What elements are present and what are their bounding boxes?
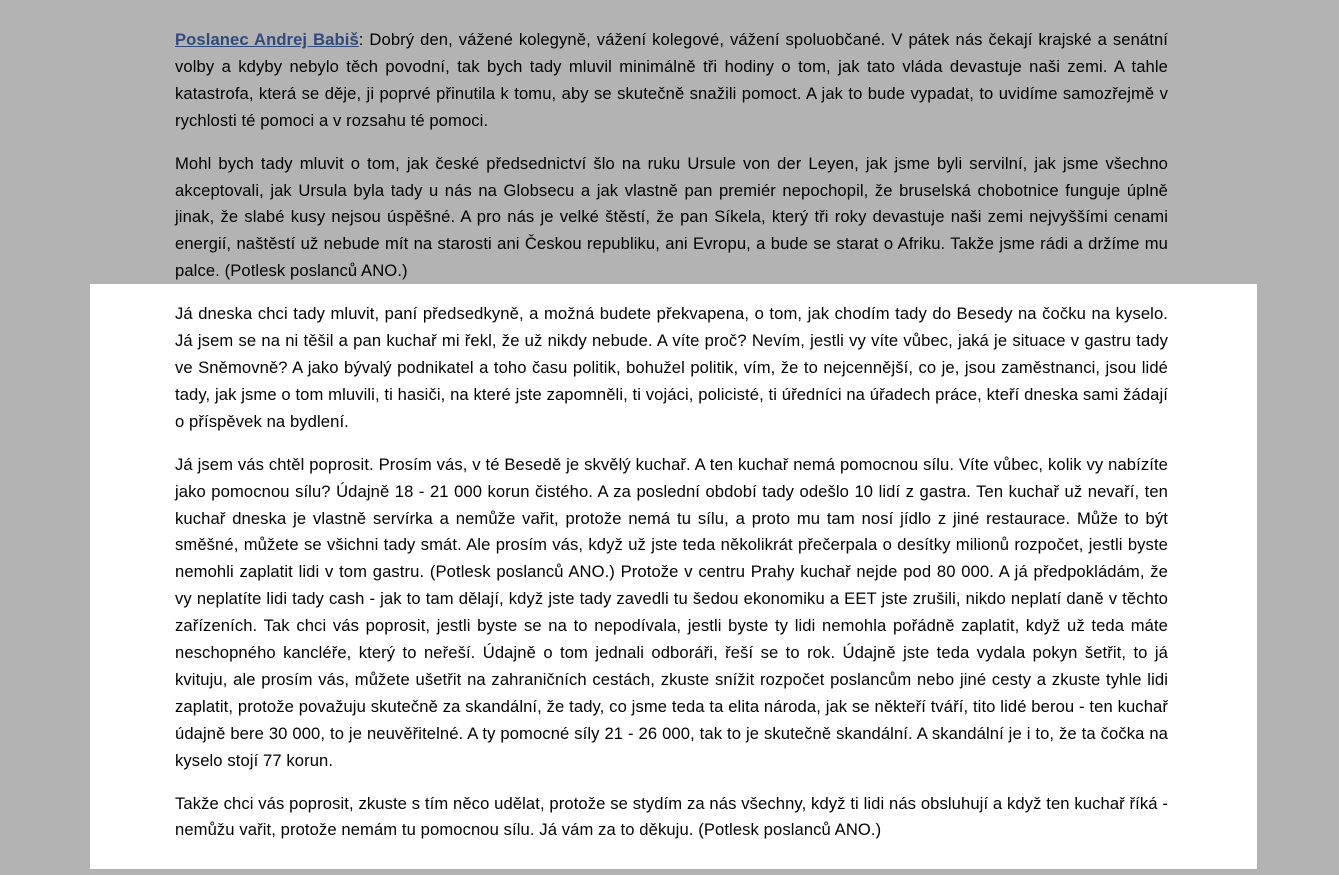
paragraph-1-text: : Dobrý den, vážené kolegyně, vážení kolegové, vážení spoluobčané. V pátek nás čekají krajské a senátní volby a kdyby nebylo těch povodní, tak bych tady mluvil minimálně tři hodiny o tom, jak tato vláda devastuje naši zemi. A tahle katastrofa, která se děje, ji poprvé přinutila k tomu, aby se skutečně snažili pomoct. A jak to bude vypadat, to uvidíme samozřejmě v rychlosti té pomoci a v rozsahu té pomoci. [175,30,1168,130]
speech-paragraph-1 [175,27,1168,135]
speech-paragraph-3: Já dneska chci tady mluvit, paní předsedkyně, a možná budete překvapena, o tom, jak chodím tady do Besedy na čočku na kyselo. Já jsem se na ni těšil a pan kuchař mi řekl, že už nikdy nebude. A víte proč? Nevím, jestli vy víte vůbec, jaká je situace v gastru tady ve Sněmovně? A jako bývalý podnikatel a toho času politik, bohužel politik, vím, že to nejcennější, co je, jsou zaměstnanci, jsou lidé tady, jak jsme o tom mluvili, ti hasiči, na které jste zapomněli, ti vojáci, policisté, ti úředníci na úřadech práce, kteří dneska sami žádají o příspěvek na bydlení. [175,304,1168,431]
speech-content [175,27,1168,860]
speech-paragraph-2: Mohl bych tady mluvit o tom, jak české předsednictví šlo na ruku Ursule von der Leyen, jak jsme byli servilní, jak jsme všechno akceptovali, jak Ursula byla tady u nás na Globsecu a jak vlastně pan premiér nepochopil, že bruselská chobotnice funguje úplně jinak, že slabé kusy nejsou úspěšné. A pro nás je velké štěstí, že pan Síkela, který tři roky devastuje naši zemi nejvyššími cenami energií, naštěstí už nebude mít na starosti ani Českou republiku, ani Evropu, a bude se starat o Afriku. Takže jsme rádi a držíme mu palce. (Potlesk poslanců ANO.) [175,153,1168,281]
speech-paragraph-4: Já jsem vás chtěl poprosit. Prosím vás, v té Besedě je skvělý kuchař. A ten kuchař nemá pomocnou sílu. Víte vůbec, kolik vy nabízíte jako pomocnou sílu? Údajně 18 - 21 000 korun čistého. A za poslední období tady odešlo 10 lidí z gastra. Ten kuchař už nevaří, ten kuchař dneska je vlastně servírka a nemůže vařit, protože nemá tu sílu, a proto mu tam nosí jídlo z jiné restaurace. Může to být směšné, můžete se všichni tady smát. Ale prosím vás, když už jste teda několikrát přečerpala o desítky milionů rozpočet, jestli byste nemohli zaplatit lidi v tom gastru. (Potlesk poslanců ANO.) Protože v centru Prahy kuchař nejde pod 80 000. A já předpokládám, že vy neplatíte lidi tady cash - jak to tam dělají, když jste tady zavedli tu šedou ekonomiku a EET jste zrušili, nikdo neplatí daně v těchto zařízeních. Tak chci vás poprosit, jestli byste se na to nepodívala, jestli byste ty lidi nemohla pořádně zaplatit, když už teda máte neschopného kancléře, který to neřeší. Údajně o tom jednali odboráři, řeší se to rok. Údajně jste teda vydala pokyn šetřit, to já kvituju, ale prosím vás, můžete ušetřit na zahraničních cestách, zkuste snížit rozpočet poslancům nebo jiné cesty a zkuste tyhle lidi zaplatit, protože považuju skutečně za skandální, že tady, co jsme teda ta elita národa, jak se někteří tváří, tito lidé berou - ten kuchař údajně bere 30 000, to je neuvěřitelné. A ty pomocné síly 21 - 26 000, tak to je skutečně skandální. A skandální je i to, že ta čočka na kyselo stojí 77 korun. [175,454,1168,770]
speech-paragraph-5: Takže chci vás poprosit, zkuste s tím něco udělat, protože se stydím za nás všechny, když ti lidi nás obsluhují a když ten kuchař říká - nemůžu vařit, protože nemám tu pomocnou sílu. Já vám za to děkuju. (Potlesk poslanců ANO.) [175,793,1168,840]
speaker-link[interactable]: Poslanec Andrej Babiš [175,30,359,49]
